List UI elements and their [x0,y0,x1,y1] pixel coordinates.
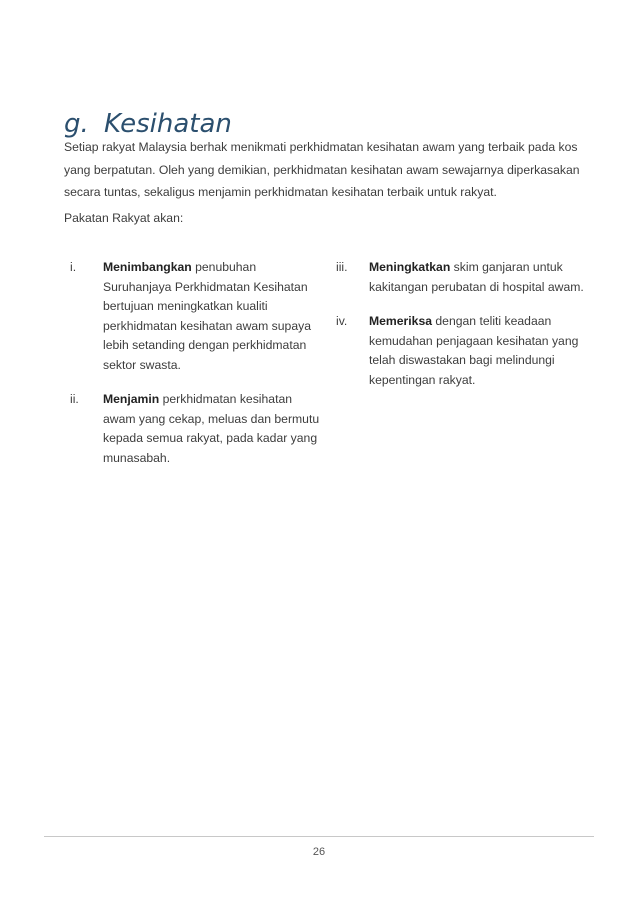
lead-text: Pakatan Rakyat akan: [64,211,184,225]
item-body [369,312,586,390]
list-item [336,312,586,390]
footer-divider [44,836,594,837]
page-number: 26 [312,846,326,858]
section-heading [64,109,232,139]
item-number: ii. [70,392,79,406]
section-letter: g. [64,109,89,140]
item-body [103,390,320,468]
action-list-right [336,258,586,405]
item-text: perkhidmatan kesihatan awam yang cekap, meluas dan bermutu kepada semua rakyat, pada kadar yang munasabah. [103,392,320,465]
item-keyword: Meningkatkan [369,260,451,274]
item-number: iv. [336,314,348,328]
item-number: iii. [336,260,348,274]
list-item [336,258,586,297]
item-body [369,258,586,297]
list-item [70,258,320,375]
item-keyword: Menjamin [103,392,160,406]
item-text: penubuhan Suruhanjaya Perkhidmatan Kesihatan bertujuan meningkatkan kualiti perkhidmatan kesihatan awam supaya lebih setanding dengan perkhidmatan sektor swasta. [103,260,311,372]
item-text: skim ganjaran untuk kakitangan perubatan di hospital awam. [369,260,584,294]
intro-paragraph: Setiap rakyat Malaysia berhak menikmati perkhidmatan kesihatan awam yang terbaik pada kos yang berpatutan. Oleh yang demikian, perkhidmatan kesihatan awam sewajarnya diperkasakan secara tuntas, sekaligus menjamin perkhidmatan kesihatan terbaik untuk rakyat. [64,140,580,199]
item-number: i. [70,260,77,274]
section-title: Kesihatan [104,109,232,140]
item-body [103,258,320,375]
item-text: dengan teliti keadaan kemudahan penjagaan kesihatan yang telah diswastakan bagi melindungi kepentingan rakyat. [369,314,579,387]
item-keyword: Menimbangkan [103,260,192,274]
item-keyword: Memeriksa [369,314,433,328]
list-item [70,390,320,468]
action-list-left [70,258,320,483]
